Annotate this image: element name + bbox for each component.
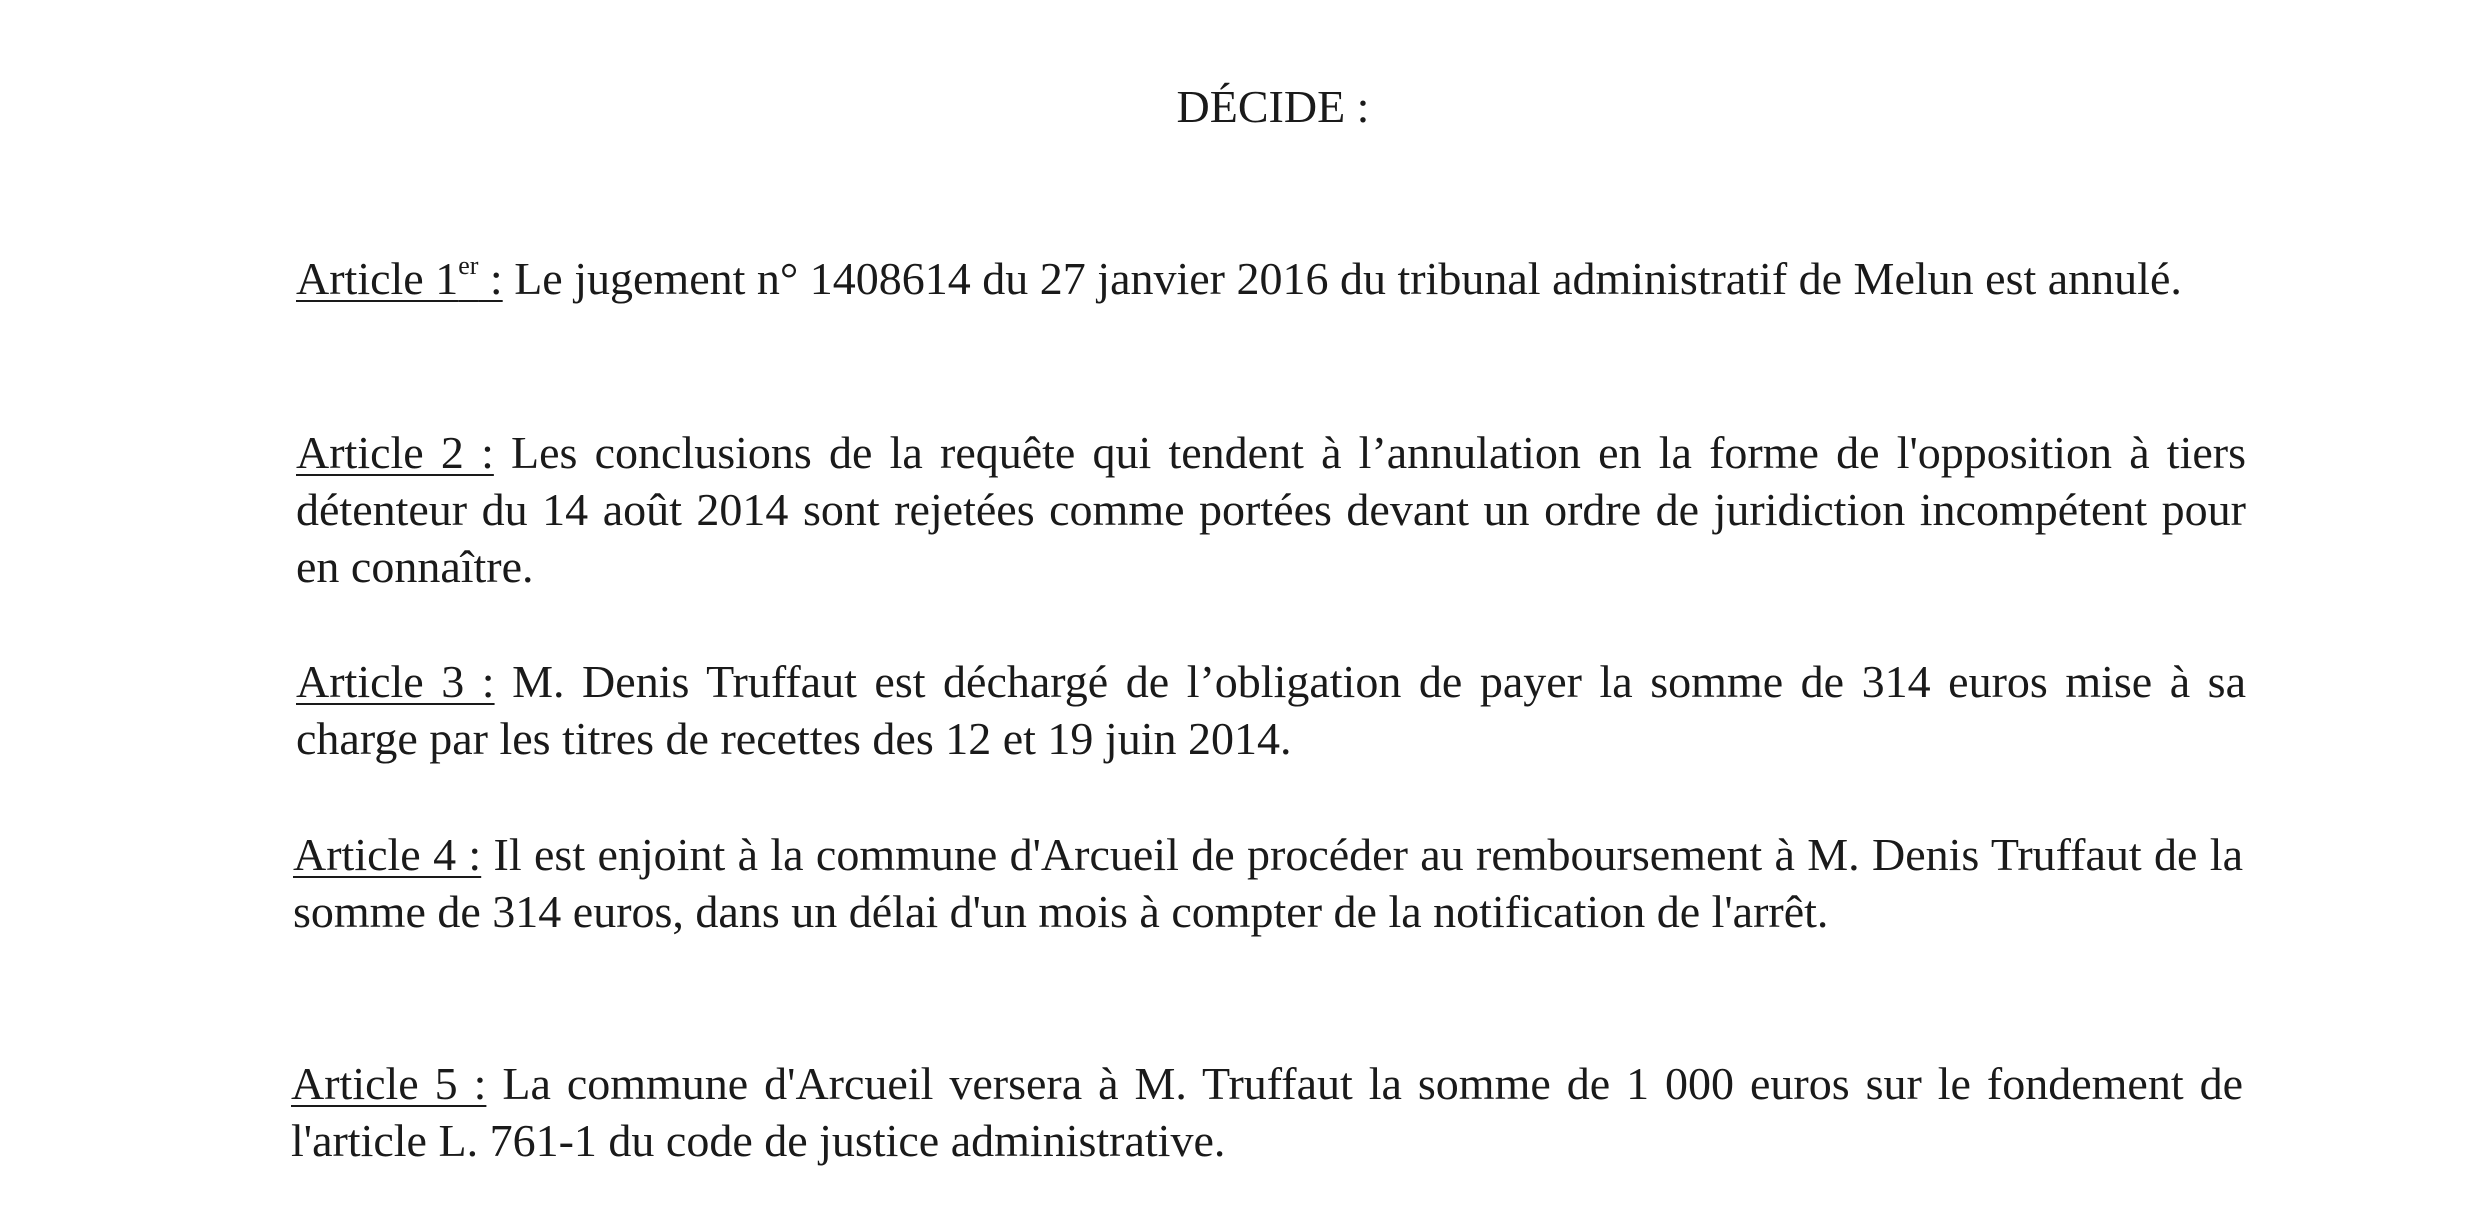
article-text: La commune d'Arcueil versera à M. Truffaut la somme de 1 000 euros sur le fondement de l'article L. 761-1 du code de justice administrative. <box>291 1058 2243 1166</box>
article-label-superscript: er <box>458 251 479 280</box>
article-label: Article 3 : <box>296 656 495 707</box>
article-label-separator: : <box>478 253 503 304</box>
article-3 <box>296 653 2246 767</box>
article-label: Article 2 : <box>296 427 494 478</box>
article-label: Article 4 : <box>293 829 482 880</box>
article-text: M. Denis Truffaut est déchargé de l’obligation de payer la somme de 314 euros mise à sa charge par les titres de recettes des 12 et 19 juin 2014. <box>296 656 2247 764</box>
article-label: Article 5 : <box>291 1058 487 1109</box>
article-1 <box>296 250 2246 307</box>
article-text: Les conclusions de la requête qui tendent à l’annulation en la forme de l'opposition à tiers détenteur du 14 août 2014 sont rejetées comme portées devant un ordre de juridiction incompétent pour en connaître. <box>296 427 2246 592</box>
article-text: Le jugement n° 1408614 du 27 janvier 2016 du tribunal administratif de Melun est annulé. <box>502 253 2182 304</box>
article-label <box>296 253 503 304</box>
article-2 <box>296 424 2246 595</box>
article-label-text: Article 1 <box>296 253 459 304</box>
article-4 <box>293 826 2243 940</box>
article-5 <box>291 1055 2243 1169</box>
article-text: Il est enjoint à la commune d'Arcueil de procéder au remboursement à M. Denis Truffaut de la somme de 314 euros, dans un délai d'un mois à compter de la notification de l'arrêt. <box>293 829 2243 937</box>
decision-heading: DÉCIDE : <box>1176 81 1370 132</box>
